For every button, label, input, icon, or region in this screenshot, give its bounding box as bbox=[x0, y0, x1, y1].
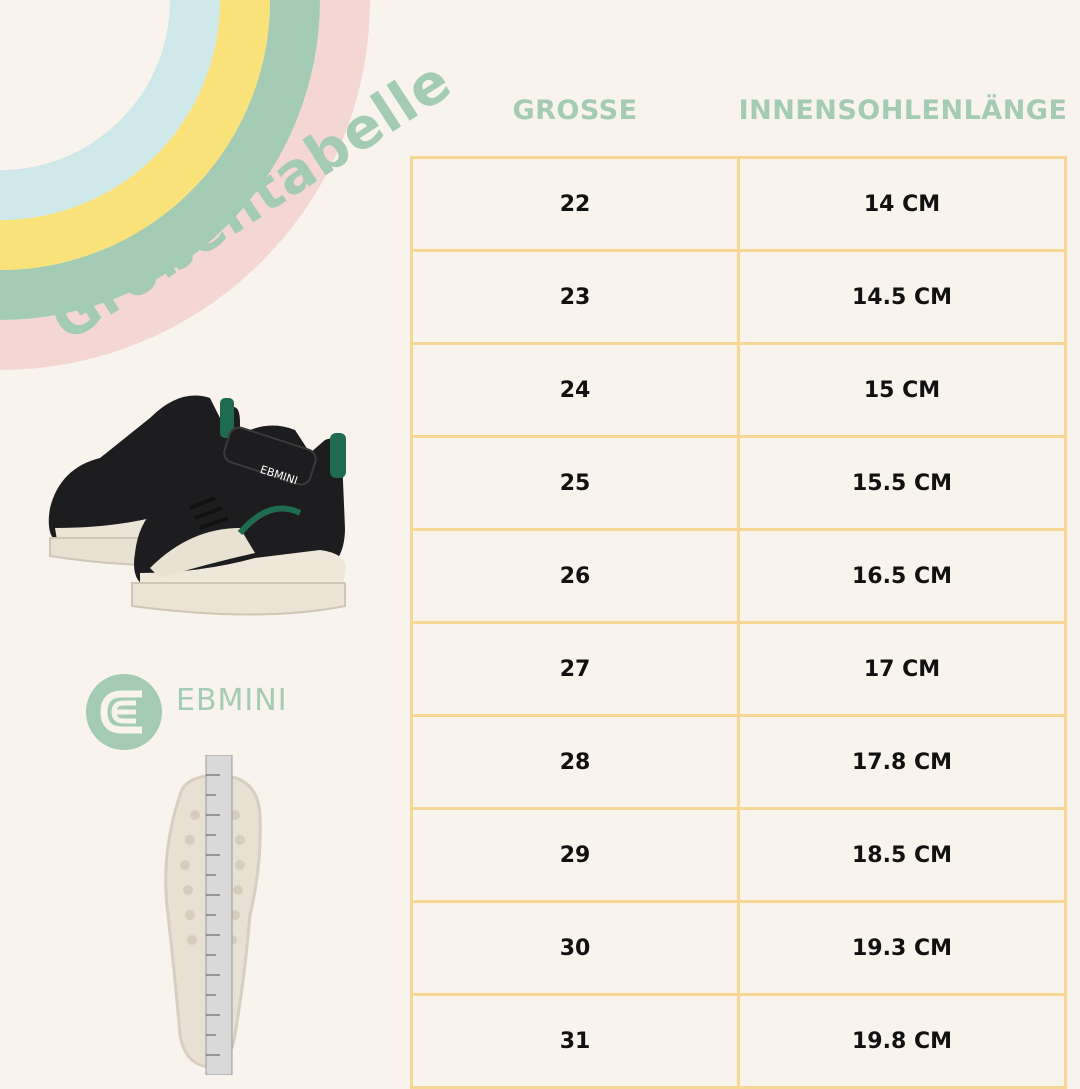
size-cell: 27 bbox=[412, 623, 739, 716]
length-cell: 14 CM bbox=[739, 158, 1066, 251]
length-cell: 17.8 CM bbox=[739, 716, 1066, 809]
page-title: Großentabelle bbox=[40, 48, 464, 355]
length-cell: 19.3 CM bbox=[739, 902, 1066, 995]
table-row bbox=[412, 995, 1066, 1088]
table-row bbox=[412, 623, 1066, 716]
table-row bbox=[412, 158, 1066, 251]
insole-ruler-icon bbox=[140, 755, 300, 1075]
length-cell: 19.8 CM bbox=[739, 995, 1066, 1088]
size-cell: 24 bbox=[412, 344, 739, 437]
size-cell: 25 bbox=[412, 437, 739, 530]
length-cell: 17 CM bbox=[739, 623, 1066, 716]
column-header-size: GROSSE bbox=[512, 95, 638, 126]
length-cell: 18.5 CM bbox=[739, 809, 1066, 902]
table-row bbox=[412, 437, 1066, 530]
table-row bbox=[412, 530, 1066, 623]
size-table bbox=[410, 156, 1067, 1089]
brand-name: EBMINI bbox=[176, 683, 288, 718]
table-row bbox=[412, 344, 1066, 437]
sneaker-icon bbox=[40, 378, 370, 628]
length-cell: 15.5 CM bbox=[739, 437, 1066, 530]
size-cell: 29 bbox=[412, 809, 739, 902]
column-header-insole-length: INNENSOHLENLÄNGE bbox=[738, 95, 1068, 126]
size-cell: 22 bbox=[412, 158, 739, 251]
length-cell: 14.5 CM bbox=[739, 251, 1066, 344]
size-cell: 30 bbox=[412, 902, 739, 995]
length-cell: 15 CM bbox=[739, 344, 1066, 437]
size-cell: 26 bbox=[412, 530, 739, 623]
shoe-brand-label: EBMINI bbox=[258, 463, 300, 488]
table-row bbox=[412, 251, 1066, 344]
table-row bbox=[412, 716, 1066, 809]
size-cell: 31 bbox=[412, 995, 739, 1088]
size-cell: 28 bbox=[412, 716, 739, 809]
table-row bbox=[412, 902, 1066, 995]
size-cell: 23 bbox=[412, 251, 739, 344]
table-row bbox=[412, 809, 1066, 902]
length-cell: 16.5 CM bbox=[739, 530, 1066, 623]
